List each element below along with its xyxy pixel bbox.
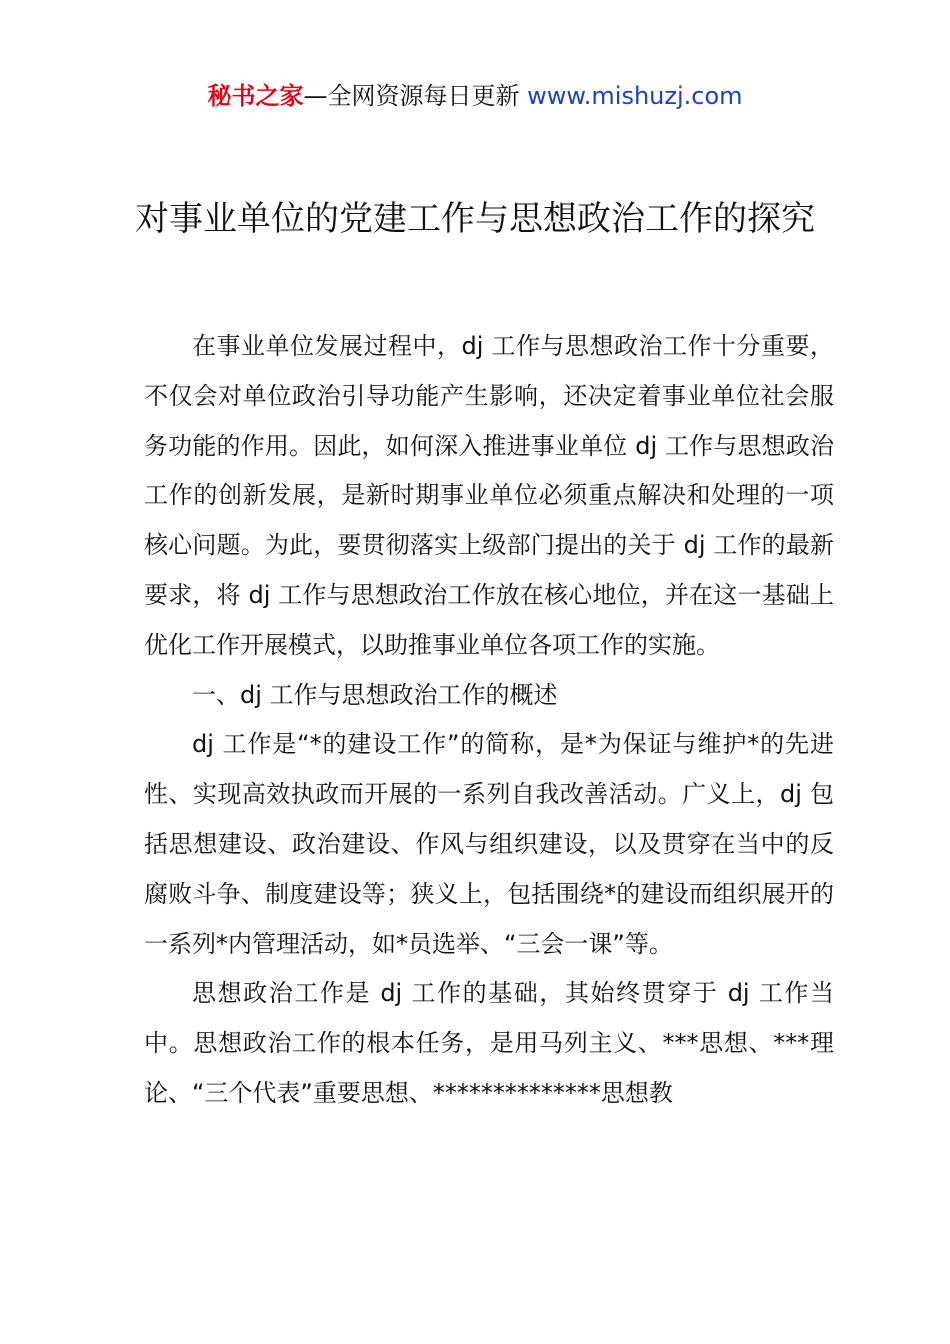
brand-name: 秘书之家	[207, 82, 304, 110]
paragraph-intro: 在事业单位发展过程中，dj 工作与思想政治工作十分重要，不仅会对单位政治引导功能产生影响，还决定着事业单位社会服务功能的作用。因此，如何深入推进事业单位 dj 工作与思想政治工作的创新发展，是新时期事业单位必须重点解决和处理的一项核心问题。为此，要贯彻落实上级部门提出的关于 dj 工作的最新要求，将 dj 工作与思想政治工作放在核心地位，并在这一基础上优化工作开展模式，以助推事业单位各项工作的实施。	[144, 332, 834, 659]
paragraph-political-work: 思想政治工作是 dj 工作的基础，其始终贯穿于 dj 工作当中。思想政治工作的根本任务，是用马列主义、***思想、***理论、“三个代表”重要思想、**************思想教	[144, 979, 834, 1107]
site-header	[0, 80, 950, 112]
document-body	[144, 322, 834, 1119]
header-slogan: —全网资源每日更新	[303, 82, 528, 110]
document-title: 对事业单位的党建工作与思想政治工作的探究	[135, 198, 815, 239]
site-url-link[interactable]: www.mishuzj.com	[527, 82, 743, 110]
paragraph-dj-definition: dj 工作是“*的建设工作”的简称，是*为保证与维护*的先进性、实现高效执政而开展的一系列自我改善活动。广义上，dj 包括思想建设、政治建设、作风与组织建设，以及贯穿在当中的反腐败斗争、制度建设等；狭义上，包括围绕*的建设而组织展开的一系列*内管理活动，如*员选举、“三会一课”等。	[144, 730, 834, 958]
section-heading-1: 一、dj 工作与思想政治工作的概述	[192, 680, 558, 709]
